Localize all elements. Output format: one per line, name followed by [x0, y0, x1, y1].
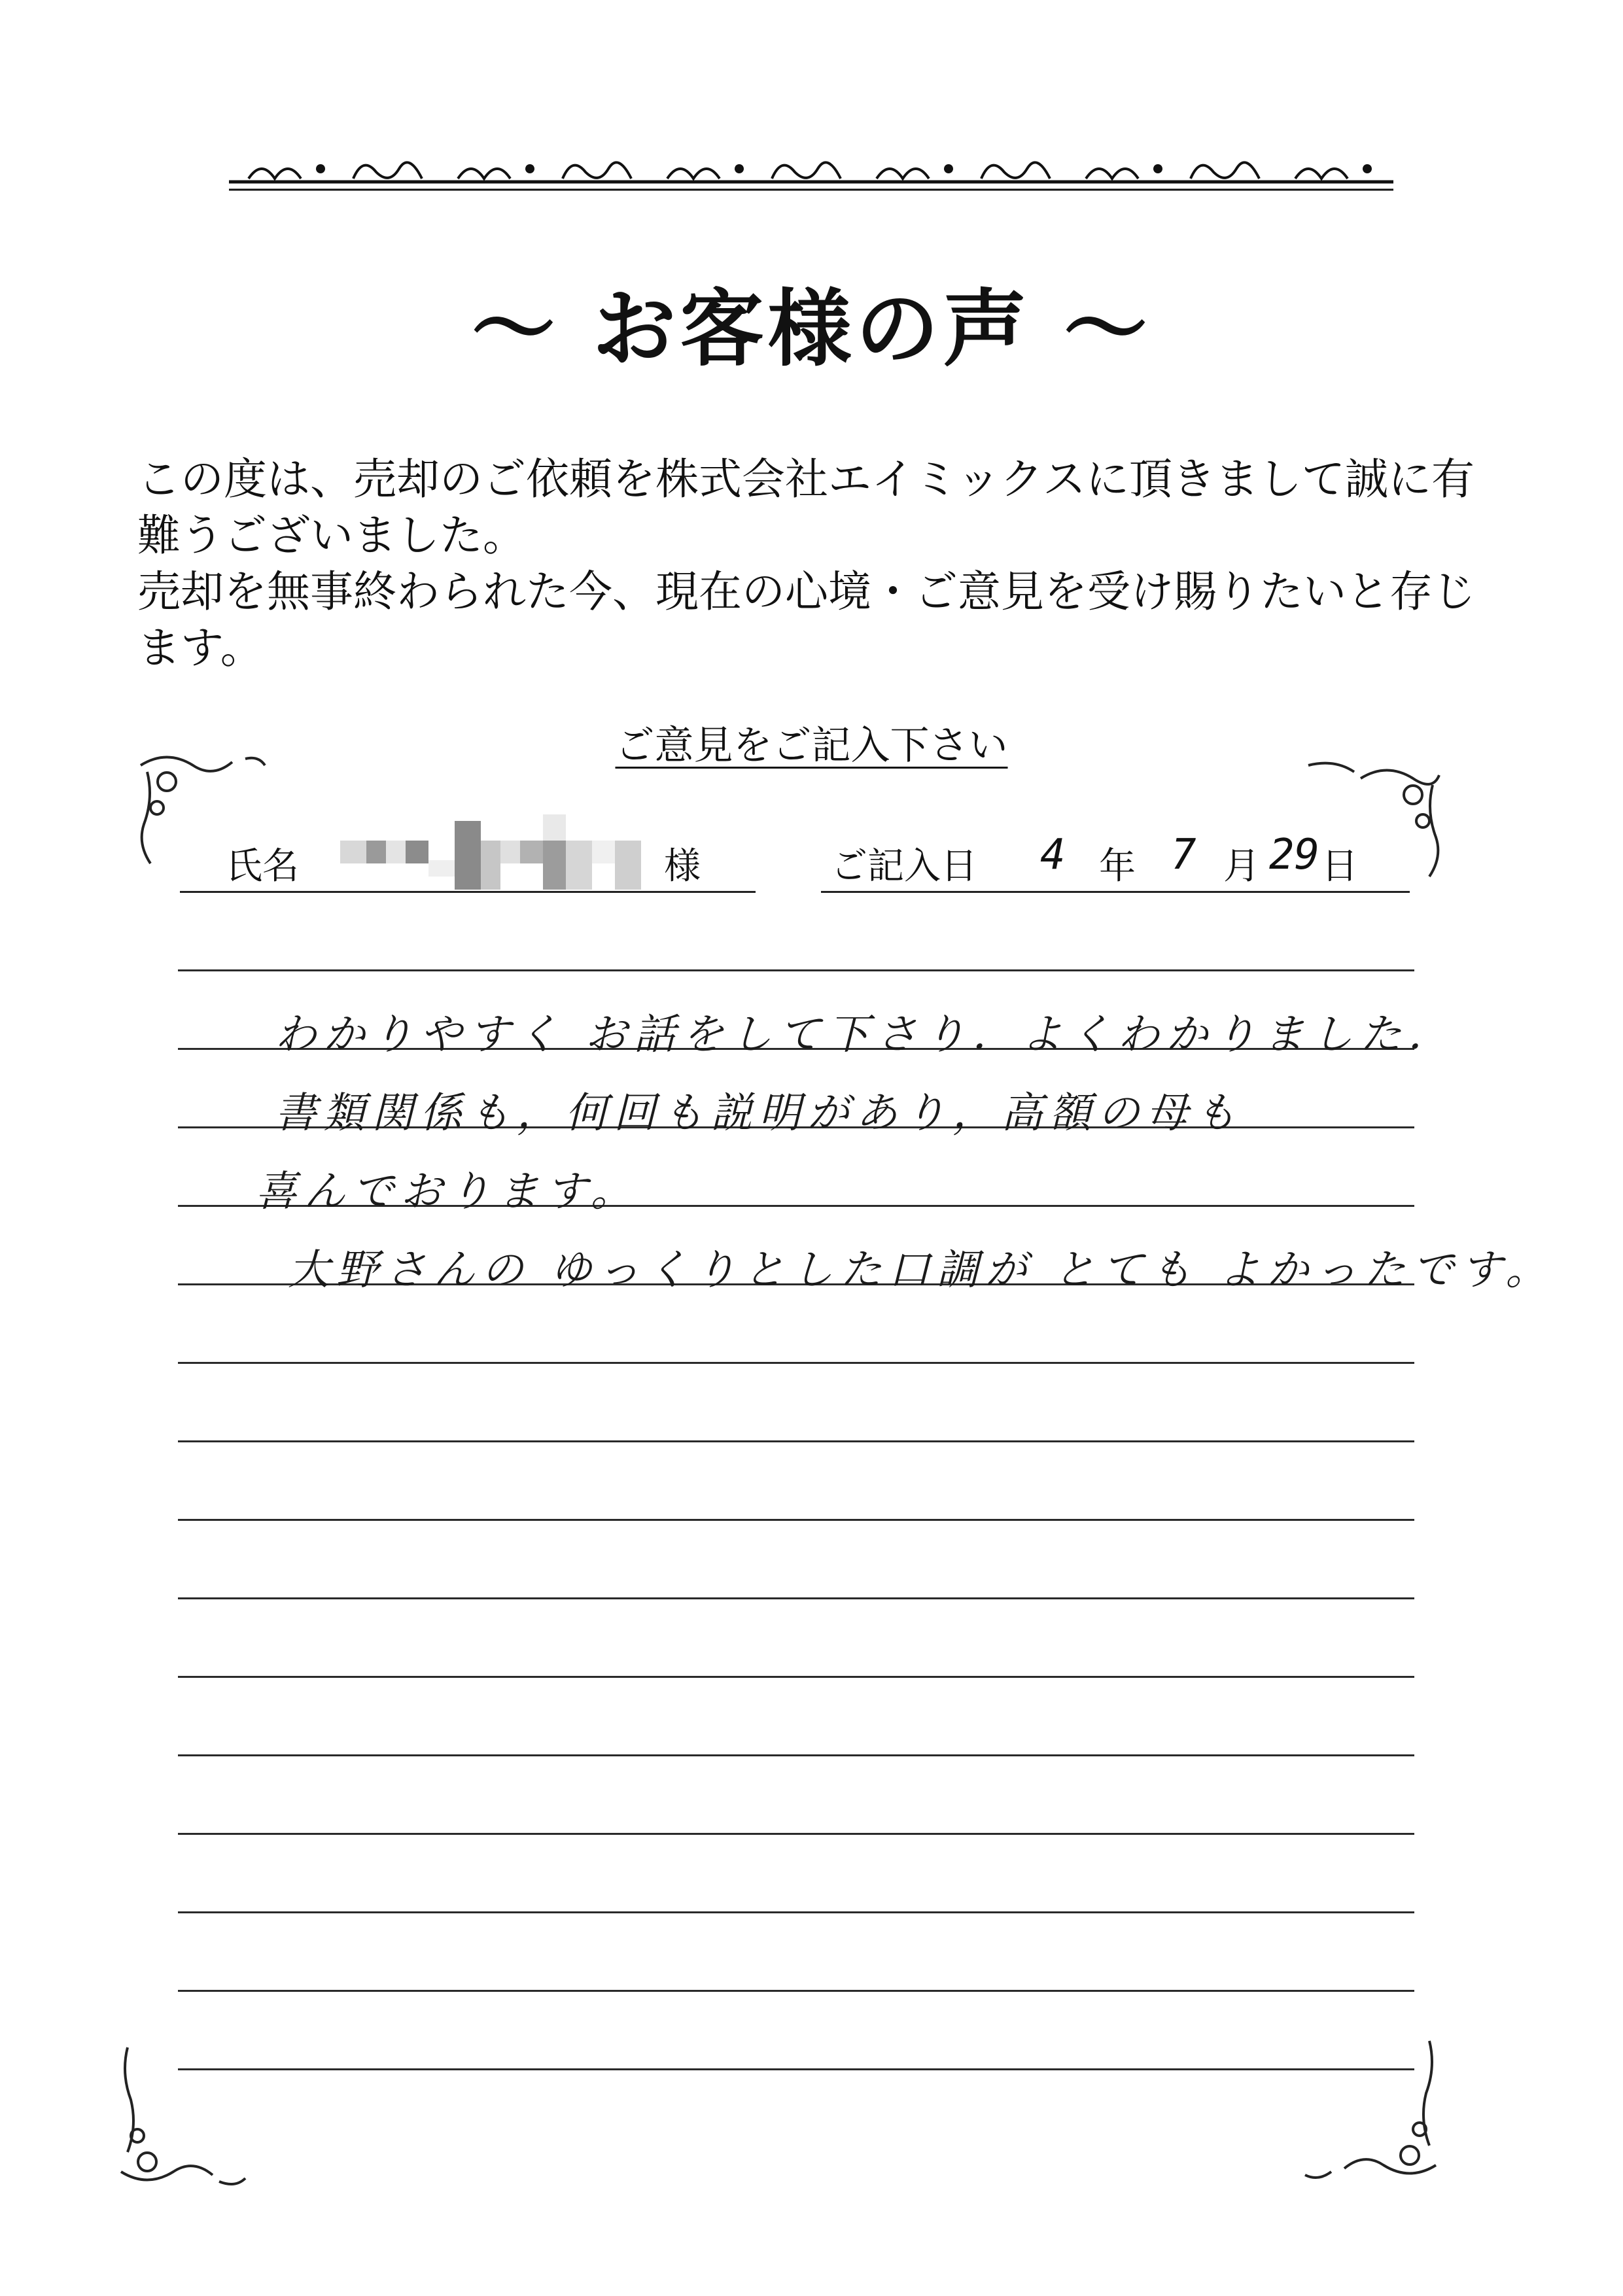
ruled-line: [178, 1676, 1414, 1678]
ruled-line: [178, 969, 1414, 971]
ruled-line: [178, 1597, 1414, 1599]
honorific-label: 様: [664, 845, 701, 888]
month-unit: 月: [1223, 845, 1260, 888]
day-unit: 日: [1321, 845, 1358, 888]
date-underline: [821, 891, 1410, 893]
corner-ornament-bottom-right: [1299, 2034, 1449, 2191]
date-month-value: 7: [1171, 831, 1196, 879]
redacted-name-mosaic: [340, 811, 648, 896]
name-date-row: [0, 831, 1623, 896]
ruled-line: [178, 1440, 1414, 1442]
intro-text: [137, 451, 1498, 676]
ruled-line: [178, 1833, 1414, 1835]
handwritten-comment-line: 喜んでおります。: [255, 1168, 639, 1216]
corner-ornament-bottom-left: [108, 2041, 258, 2198]
handwritten-comment-line: わかりやすく お話をして下さり．よくわかりました．: [275, 1011, 1457, 1059]
name-underline: [180, 891, 756, 893]
name-label: 氏名: [226, 845, 299, 888]
date-day-value: 29: [1269, 831, 1320, 879]
ruled-line: [178, 1990, 1414, 1992]
ruled-line: [178, 1754, 1414, 1756]
handwritten-comment-line: 書類関係も，何回も説明があり，高額の母も: [275, 1089, 1243, 1138]
comment-subheading-text: ご意見をご記入下さい: [615, 723, 1008, 769]
ruled-line: [178, 1362, 1414, 1364]
intro-paragraph-1: この度は、売却のご依頼を株式会社エイミックスに頂きまして誠に有難うございました。: [137, 454, 1475, 561]
date-label: ご記入日: [831, 845, 977, 888]
year-unit: 年: [1099, 845, 1136, 888]
intro-paragraph-2: 売却を無事終わられた今、現在の心境・ご意見を受け賜りたいと存じます。: [137, 566, 1476, 673]
ruled-line: [178, 1519, 1414, 1521]
ruled-line: [178, 1911, 1414, 1913]
page-title: ～ お客様の声 ～: [471, 280, 1152, 378]
date-year-value: 4: [1040, 831, 1066, 879]
ruled-line: [178, 2068, 1414, 2070]
handwritten-comment-line: 大野さんの ゆっくりとした口調が とても よかったです。: [288, 1246, 1554, 1295]
top-ornament-border: [222, 143, 1400, 201]
